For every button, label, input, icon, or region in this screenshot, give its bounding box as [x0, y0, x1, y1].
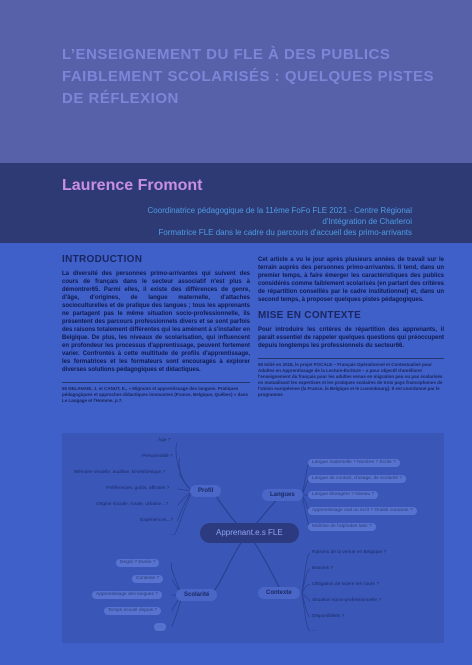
article-title: L’ENSEIGNEMENT DU FLE À DES PUBLICS FAIBLEMENT SCOLARISÉS : QUELQUES PISTES DE RÉFLEXION: [62, 46, 435, 107]
mind-map: [62, 433, 444, 643]
scolarite-item: Apprentissage des langues ?: [92, 591, 162, 599]
contexte-item: Besoins ?: [312, 566, 334, 571]
profil-item: Âge ?: [158, 438, 171, 443]
right-column: [258, 256, 444, 398]
scolarite-item: Temps écoulé depuis ?: [104, 607, 161, 615]
scolarite-item: ...: [154, 623, 166, 631]
intro-heading: INTRODUCTION: [62, 254, 143, 265]
mind-map-center: Apprenant.e.s FLE: [200, 523, 299, 543]
intro-paragraph: La diversité des personnes primo-arrivantes qui suivent des cours de français dans le secteur associatif n'est plus à démontrer65. Parmi elles, il existe des différences de genre, d'âge, d'origines, de langue maternelle, d'attaches socioculturelles et de pratique des langues ; tous les apprenants ne partagent pas le même situation socio-professionnelle, ils présentent des parcours professionnels divers et se sont parfois des raisons totalement différentes qui les amènent à s'installer en Belgique. De plus, les niveaux de scolarisation, qui influencent en profondeur les processus d'apprentissage, peuvent fortement varier. Confrontés à cette multitude de profils d'apprentissage, les formatrices et les formateurs sont encouragés à explorer diverses solutions pédagogiques et didactiques.: [62, 271, 250, 373]
scolarite-item: Contexte ?: [132, 575, 163, 583]
langues-item: Maîtrise de l'alphabet latin ?: [308, 523, 376, 531]
scolarite-item: Degré ? Durée ?: [116, 559, 159, 567]
profil-item: Expériences...?: [140, 518, 174, 523]
profil-item: ...: [170, 532, 174, 537]
contexte-item: ...: [312, 628, 316, 633]
branch-contexte: Contexte: [258, 587, 300, 599]
footnote-divider-right: [258, 358, 444, 359]
contexte-item: Situation socio-professionnelle ?: [312, 598, 382, 603]
footnote-66: 66 Initié en 2018, le projet FOCALE – Français Opérationnel et Contextualisé pour Adultes en Apprentissage de la Lecture-Écriture – a pour objectif d'améliorer l'enseignement du français pour les adultes venus en migration peu ou pas scolarisés en mutualisant les expertises et les pratiques scolaires de trois pays francophones de l'Union européenne (la France, la Belgique et le Luxembourg). Il est coordonné par le programme: [258, 362, 443, 397]
footnote-65: 65 DELAHAIE, J. et CANUT, E., « Migrants et apprentissage des langues. Pratiques pédagogiques et approches didactiques innovantes (France, Belgique, Québec) » dans Le Langage et l'Homme, p.7.: [62, 386, 249, 403]
contexte-item: Obligation de suivre les cours ?: [312, 582, 379, 587]
context-paragraph: Pour introduire les critères de répartition des apprenants, il paraît essentiel de rappeler quelques questions qui préoccupent depuis longtemps les professionnels du secteur66.: [258, 327, 444, 349]
langues-item: Langue maternelle ? Nombre ? Écrite ?: [308, 459, 400, 467]
author-affiliation-1: Coordinatrice pédagogique de la 11ème FoFo FLE 2021 - Centre Régional: [147, 206, 412, 215]
contexte-item: Disponibilités ?: [312, 614, 345, 619]
author-affiliation-3: Formatrice FLE dans le cadre du parcours d'accueil des primo-arrivants: [158, 228, 412, 237]
article-paragraph: Cet article a vu le jour après plusieurs années de travail sur le terrain auprès des personnes primo-arrivantes. Il tend, dans un premier temps, à faire émerger les caractéristiques des publics considérés comme faiblement scolarisés (en partant des critères de répartition conseillés par le cadre institutionnel) et, dans un second temps, à proposer quelques pistes pédagogiques.: [258, 257, 444, 303]
branch-scolarite: Scolarité: [176, 589, 217, 601]
contexte-item: Raisons de la venue en Belgique ?: [312, 550, 387, 555]
profil-item: Personnalité ?: [142, 454, 173, 459]
profil-item: Origine sociale, rurale, urbaine...?: [96, 502, 168, 507]
author-affiliation-2: d'Intégration de Charleroi: [322, 217, 412, 226]
langues-item: Langue étrangère ? Niveau ?: [308, 491, 378, 499]
langues-item: Apprentissage oral ou écrit ? Oralité courante ?: [308, 507, 417, 515]
langues-item: Langue de contact, d'usage, de scolarité ?: [308, 475, 406, 483]
branch-profil: Profil: [190, 485, 221, 497]
profil-item: Préférences, goûts, affinités ?: [106, 486, 170, 491]
footnote-divider: [62, 382, 250, 383]
profil-item: Mémoire visuelle, auditive, kinesthésique ?: [74, 470, 166, 475]
branch-langues: Langues: [262, 489, 303, 501]
left-column: [62, 256, 250, 404]
author-name: Laurence Fromont: [62, 177, 203, 194]
context-heading: MISE EN CONTEXTE: [258, 310, 362, 321]
